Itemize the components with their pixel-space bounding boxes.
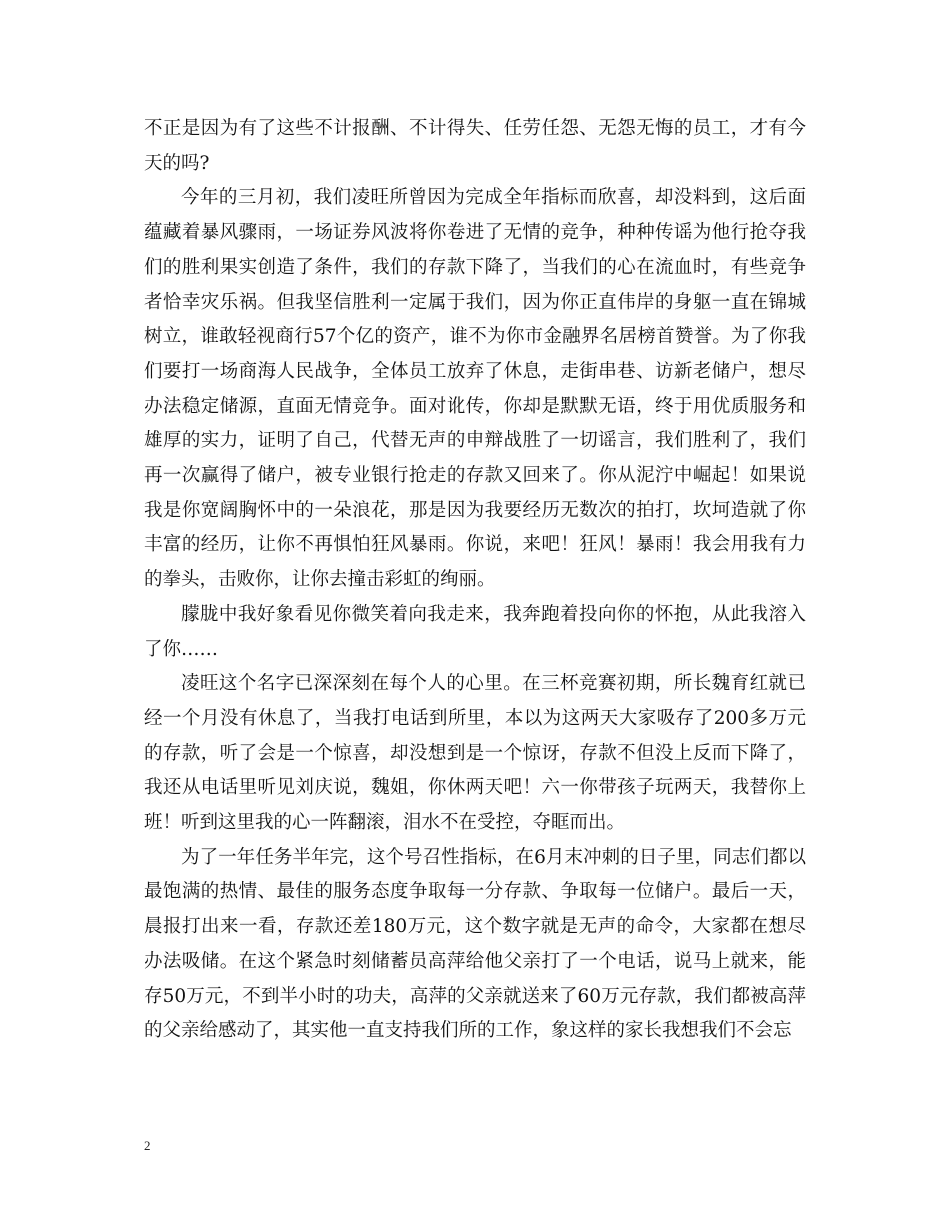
paragraph-2: 今年的三月初，我们凌旺所曾因为完成全年指标而欣喜，却没料到，这后面蕴藏着暴风骤雨，一场证券风波将你卷进了无情的竞争，种种传谣为他行抢夺我们的胜利果实创造了条件，我们的存款下降了，当我们的心在流血时，有些竞争者恰幸灾乐祸。但我坚信胜利一定属于我们，因为你正直伟岸的身躯一直在锦城树立，谁敢轻视商行57个亿的资产，谁不为你市金融界名居榜首赞誉。为了你我们要打一场商海人民战争，全体员工放弃了休息，走街串巷、访新老储户，想尽办法稳定储源，直面无情竞争。面对讹传，你却是默默无语，终于用优质服务和雄厚的实力，证明了自己，代替无声的申辩战胜了一切谣言，我们胜利了，我们再一次赢得了储户，被专业银行抢走的存款又回来了。你从泥泞中崛起！如果说我是你宽阔胸怀中的一朵浪花，那是因为我要经历无数次的拍打，坎坷造就了你丰富的经历，让你不再惧怕狂风暴雨。你说，来吧！狂风！暴雨！我会用我有力的拳头，击败你，让你去撞击彩虹的绚丽。 xyxy=(144,187,806,591)
paragraph-1: 不正是因为有了这些不计报酬、不计得失、任劳任怨、无怨无悔的员工，才有今天的吗? xyxy=(144,118,806,174)
page-number: 2 xyxy=(144,1138,151,1153)
paragraph-3: 朦胧中我好象看见你微笑着向我走来，我奔跑着投向你的怀抱，从此我溶入了你…… xyxy=(144,603,806,660)
body-text xyxy=(144,112,806,1049)
paragraph-4: 凌旺这个名字已深深刻在每个人的心里。在三杯竞赛初期，所长魏育红就已经一个月没有休息了，当我打电话到所里，本以为这两天大家吸存了200多万元的存款，听了会是一个惊喜，却没想到是一个惊讶，存款不但没上反而下降了，我还从电话里听见刘庆说，魏姐，你休两天吧！六一你带孩子玩两天，我替你上班！听到这里我的心一阵翻滚，泪水不在受控，夺眶而出。 xyxy=(144,673,806,834)
paragraph-5: 为了一年任务半年完，这个号召性指标，在6月末冲刺的日子里，同志们都以最饱满的热情、最佳的服务态度争取每一分存款、争取每一位储户。最后一天，晨报打出来一看，存款还差180万元，这个数字就是无声的命令，大家都在想尽办法吸储。在这个紧急时刻储蓄员高萍给他父亲打了一个电话，说马上就来，能存50万元，不到半小时的功夫，高萍的父亲就送来了60万元存款，我们都被高萍的父亲给感动了，其实他一直支持我们所的工作，象这样的家长我想我们不会忘 xyxy=(144,846,806,1042)
